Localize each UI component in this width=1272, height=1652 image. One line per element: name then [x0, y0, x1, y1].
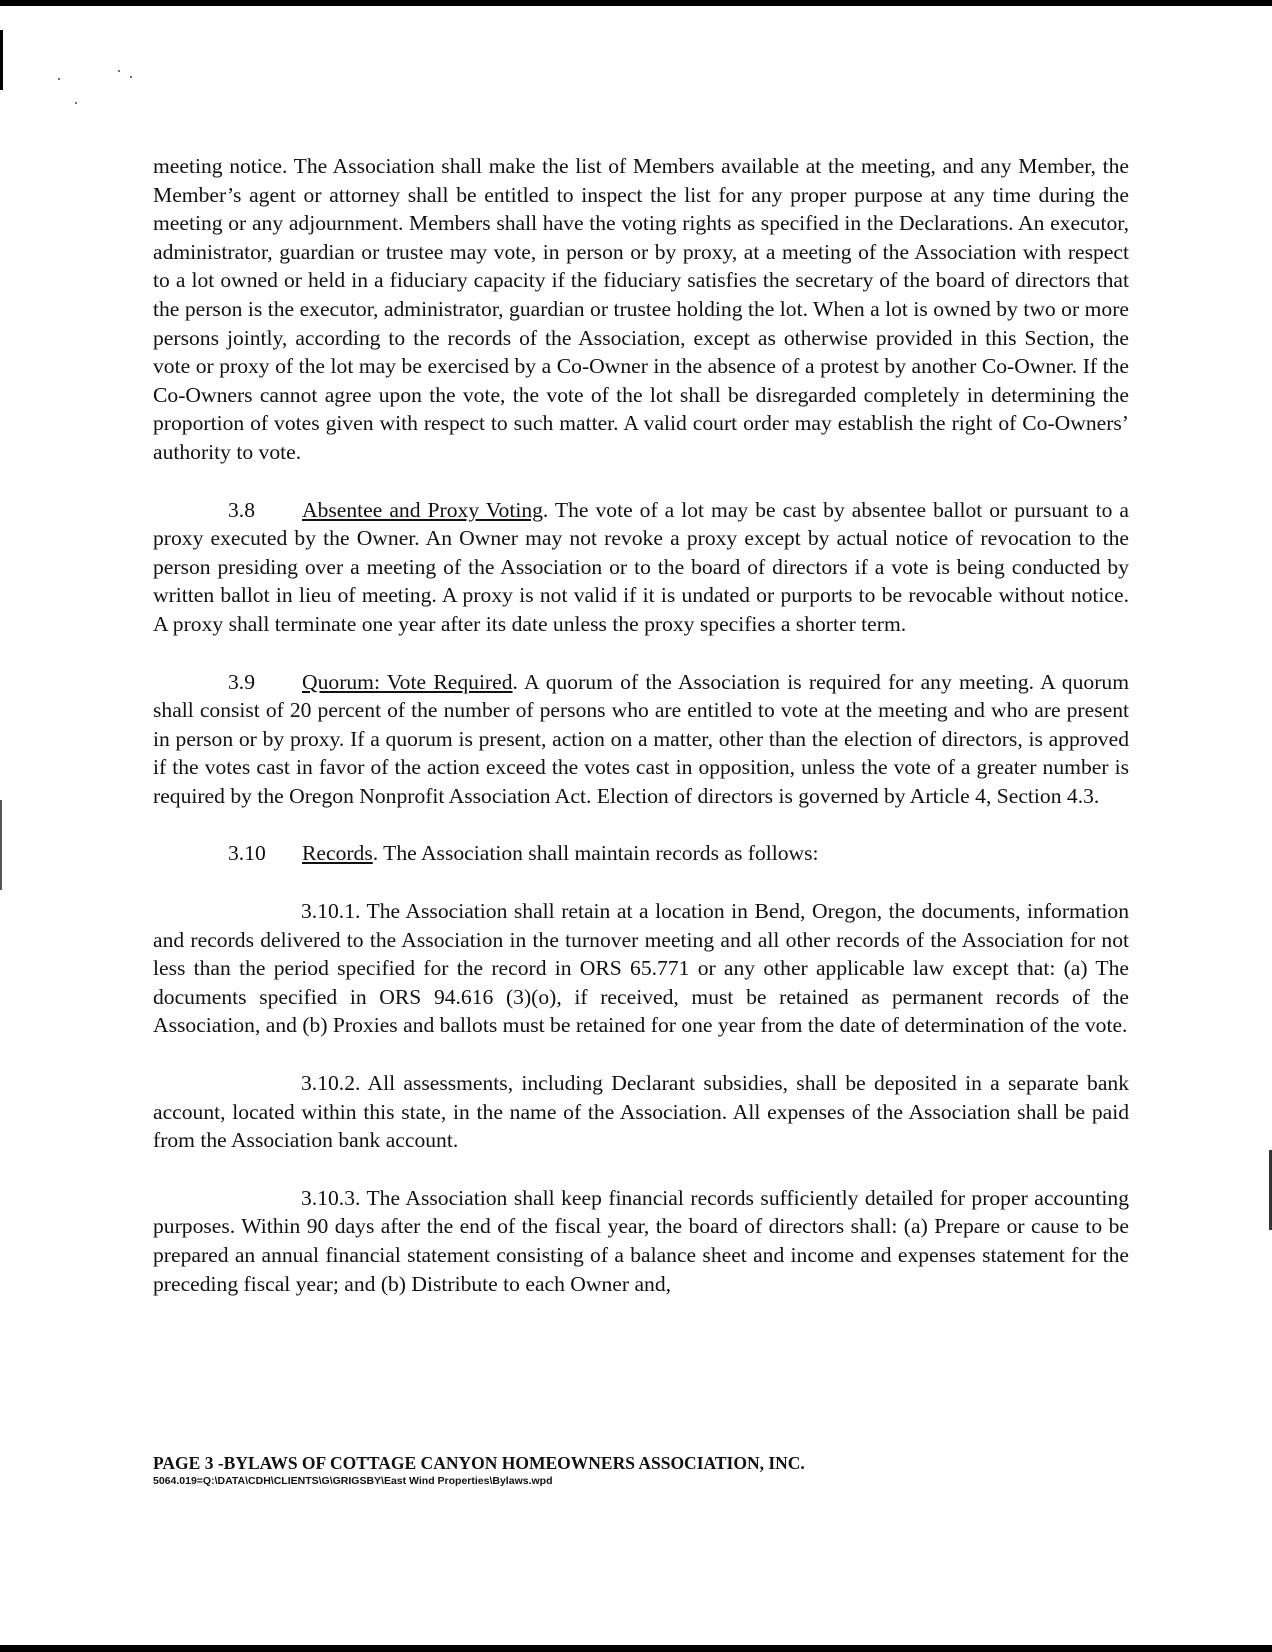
document-body — [153, 152, 1129, 1327]
scan-edge-left-lower — [0, 800, 2, 890]
section-3-9 — [153, 668, 1129, 811]
section-number: 3.9 — [228, 669, 255, 694]
section-text: . The Association shall maintain records as follows: — [372, 841, 819, 866]
scan-speck — [58, 78, 60, 80]
subsection-text: 3.10.1. The Association shall retain at a location in Bend, Oregon, the documents, information and records delivered to the Association in the turnover meeting and all other records of the Association for not less than the period specified for the record in ORS 65.771 or any other applicable law except that: (a) The documents specified in ORS 94.616 (3)(o), if received, must be retained as permanent records of the Association, and (b) Proxies and ballots must be retained for one year from the date of determination of the vote. — [153, 899, 1129, 1038]
footer-title: PAGE 3 -BYLAWS OF COTTAGE CANYON HOMEOWNERS ASSOCIATION, INC. — [153, 1453, 805, 1473]
section-number: 3.8 — [228, 497, 255, 522]
paragraph-voting-rights: meeting notice. The Association shall make the list of Members available at the meeting, and any Member, the Member’s agent or attorney shall be entitled to inspect the list for any proper purpose at any time during the meeting or any adjournment. Members shall have the voting rights as specified in the Declarations. An executor, administrator, guardian or trustee may vote, in person or by proxy, at a meeting of the Association with respect to a lot owned or held in a fiduciary capacity if the fiduciary satisfies the secretary of the board of directors that the person is the executor, administrator, guardian or trustee holding the lot. When a lot is owned by two or more persons jointly, according to the records of the Association, except as otherwise provided in this Section, the vote or proxy of the lot may be exercised by a Co-Owner in the absence of a protest by another Co-Owner. If the Co-Owners cannot agree upon the vote, the vote of the lot shall be disregarded completely in determining the proportion of votes given with respect to such matter. A valid court order may establish the right of Co-Owners’ authority to vote. — [153, 154, 1129, 464]
subsection-text: 3.10.3. The Association shall keep financial records sufficiently detailed for proper accounting purposes. Within 90 days after the end of the fiscal year, the board of directors shall: (a) Prepare or cause to be prepared an annual financial statement consisting of a balance sheet and income and expenses statement for the preceding fiscal year; and (b) Distribute to each Owner and, — [153, 1185, 1129, 1296]
scan-speck — [130, 76, 132, 78]
section-heading: Records — [302, 841, 373, 866]
subsection-text: 3.10.2. All assessments, including Declarant subsidies, shall be deposited in a separate bank account, located within this state, in the name of the Association. All expenses of the Association shall be paid from the Association bank account. — [153, 1071, 1129, 1153]
scan-border-top — [0, 0, 1272, 6]
subsection-3-10-2 — [153, 1069, 1129, 1155]
section-3-10 — [153, 839, 1129, 868]
footer-file-path: 5064.019=Q:\DATA\CDH\CLIENTS\G\GRIGSBY\East Wind Properties\Bylaws.wpd — [153, 1475, 553, 1487]
scan-speck — [118, 70, 120, 72]
scan-edge-left — [0, 30, 3, 90]
subsection-3-10-1 — [153, 897, 1129, 1040]
scan-border-bottom — [0, 1645, 1272, 1652]
section-3-8 — [153, 496, 1129, 639]
section-number: 3.10 — [228, 841, 266, 866]
section-heading: Absentee and Proxy Voting — [302, 497, 543, 522]
section-text: . A quorum of the Association is required for any meeting. A quorum shall consist of 20 percent of the number of persons who are entitled to vote at the meeting and who are present in person or by proxy. If a quorum is present, action on a matter, other than the election of directors, is approved if the votes cast in favor of the action exceed the votes cast in opposition, unless the vote of a greater number is required by the Oregon Nonprofit Association Act. Election of directors is governed by Article 4, Section 4.3. — [153, 669, 1129, 808]
subsection-3-10-3 — [153, 1184, 1129, 1298]
scan-speck — [75, 102, 77, 104]
page-footer — [153, 1452, 1133, 1488]
section-heading: Quorum: Vote Required — [302, 669, 513, 694]
section-text: . The vote of a lot may be cast by absentee ballot or pursuant to a proxy executed by the Owner. An Owner may not revoke a proxy except by actual notice of revocation to the person presiding over a meeting of the Association or to the board of directors if a vote is being conducted by written ballot in lieu of meeting. A proxy is not valid if it is undated or purports to be revocable without notice. A proxy shall terminate one year after its date unless the proxy specifies a shorter term. — [153, 497, 1129, 636]
